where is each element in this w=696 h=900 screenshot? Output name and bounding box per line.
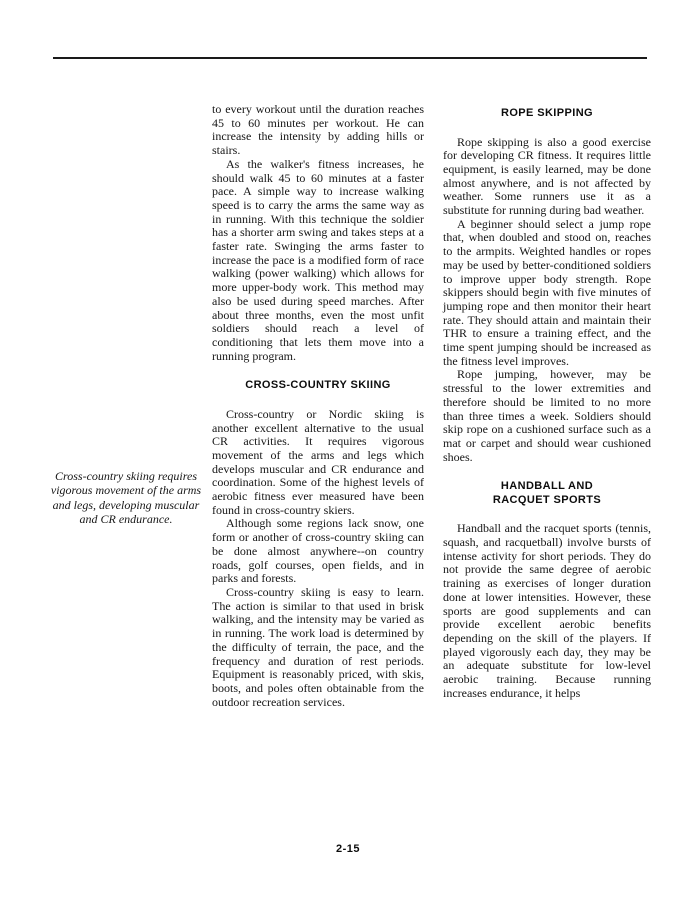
section-heading-handball-racquet-sports — [443, 480, 651, 507]
paragraph-handball: Handball and the racquet sports (tennis, squash, and racquetball) involve bursts of intense activity for short periods. They do not provide the same degree of aerobic training as exercises of longer duration done at lower intensities. However, these sports are good supplements and can provide excellent aerobic benefits depending on the skill of the players. If played vigorously each day, they may be an adequate substitute for low-level aerobic training. Because running increases endurance, it helps — [443, 521, 651, 700]
section-heading-cross-country-skiing: CROSS-COUNTRY SKIING — [245, 379, 391, 392]
paragraph-rope-stressful: Rope jumping, however, may be stressful to the lower extremities and therefore should be limited to no more than three times a week. Soldiers should skip rope on a cushioned surface such as a mat or carpet and should wear cushioned shoes. — [443, 367, 651, 464]
paragraph-walker-fitness: As the walker's fitness increases, he should walk 45 to 60 minutes at a faster pace. A simple way to increase walking speed is to carry the arms the same way as in running. With this technique the soldier has a shorter arm swing and takes steps at a faster rate. Swinging the arms faster to increase the pace is a modified form of race walking (power walking) which allows for more upper-body work. This method may also be used during speed marches. After about three months, even the most unfit soldiers should reach a level of conditioning that lets them move into a running program. — [212, 156, 424, 363]
page-number: 2-15 — [335, 843, 361, 855]
text-column-left — [212, 103, 424, 709]
section-heading-rope-skipping: ROPE SKIPPING — [501, 107, 593, 119]
paragraph-nordic-skiing: Cross-country or Nordic skiing is another excellent alternative to the usual CR activities. It requires vigorous movement of the arms and legs which develops muscular and CR endurance and coordination. Some of the highest levels of aerobic fitness ever measured have been found in cross-country skiers. — [212, 406, 424, 517]
margin-pull-quote: Cross-country skiing requires vigorous movement of the arms and legs, developing muscular and CR endurance. — [50, 469, 202, 526]
paragraph-walk-duration: to every workout until the duration reaches 45 to 60 minutes per workout. He can increase the intensity by adding hills or stairs. — [212, 102, 424, 158]
top-rule-divider — [53, 57, 647, 59]
section-heading-handball-line2: RACQUET SPORTS — [492, 493, 602, 506]
paragraph-rope-intro: Rope skipping is also a good exercise for developing CR fitness. It requires little equipment, is easily learned, may be done almost anywhere, and is not affected by weather. Some runners use it as a substitute for running during bad weather. — [443, 134, 651, 218]
paragraph-rope-beginner: A beginner should select a jump rope that, when doubled and stood on, reaches to the armpits. Weighted handles or ropes may be used by better-conditioned soldiers to improve upper body strength. Rope skippers should begin with five minutes of jumping rope and then monitor their heart rate. They should attain and maintain their THR to ensure a training effect, and the time spent jumping should be increased as the fitness level improves. — [443, 216, 651, 368]
text-column-right — [443, 103, 651, 701]
paragraph-lack-snow: Although some regions lack snow, one form or another of cross-country skiing can be done almost anywhere--on country roads, golf courses, open fields, and in parks and forests. — [212, 516, 424, 586]
section-heading-handball-line1: HANDBALL AND — [500, 480, 594, 493]
paragraph-easy-to-learn: Cross-country skiing is easy to learn. The action is similar to that used in brisk walking, and the intensity may be varied as in running. The work load is determined by the difficulty of terrain, the pace, and the frequency and duration of rest periods. Equipment is reasonably priced, with skis, boots, and poles often obtainable from the outdoor recreation services. — [212, 585, 424, 709]
